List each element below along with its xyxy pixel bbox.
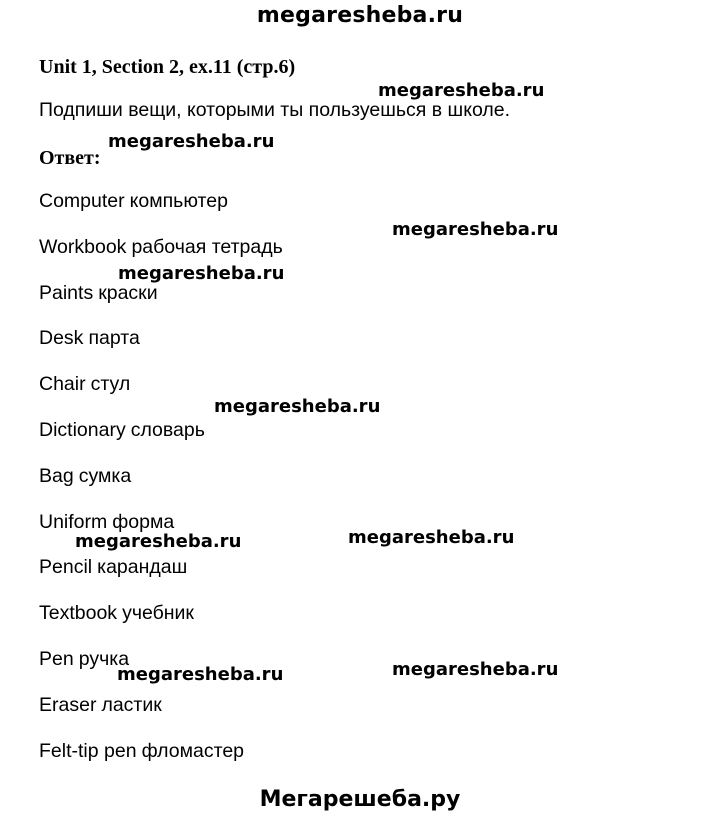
vocab-item-dictionary <box>39 417 283 463</box>
vocab-english: Dictionary <box>39 418 126 441</box>
vocab-item-desk <box>39 325 283 371</box>
vocab-item-paints <box>39 280 283 326</box>
vocab-english: Felt-tip pen <box>39 739 137 762</box>
watermark: megaresheba.ru <box>378 80 545 101</box>
vocab-russian: сумка <box>78 464 132 487</box>
vocab-item-eraser <box>39 692 283 738</box>
vocab-russian: ластик <box>101 693 162 716</box>
vocab-english: Textbook <box>39 602 118 625</box>
watermark: megaresheba.ru <box>108 131 275 152</box>
vocab-item-computer <box>39 188 283 234</box>
vocab-english: Uniform <box>39 510 108 533</box>
exercise-instruction: Подпиши вещи, которыми ты пользуешься в школе. <box>39 99 511 121</box>
watermark: megaresheba.ru <box>392 219 559 240</box>
watermark: megaresheba.ru <box>348 527 515 548</box>
vocab-english: Bag <box>39 464 74 487</box>
watermark: megaresheba.ru <box>75 531 242 552</box>
vocab-russian: стул <box>90 373 131 396</box>
vocab-russian: форма <box>112 510 175 533</box>
vocab-russian: рабочая тетрадь <box>131 235 283 258</box>
vocab-russian: ручка <box>78 647 130 670</box>
vocab-english: Pencil <box>39 556 93 579</box>
answer-label: Ответ: <box>39 147 101 169</box>
watermark: megaresheba.ru <box>117 664 284 685</box>
vocab-russian: словарь <box>130 418 205 441</box>
vocab-russian: карандаш <box>97 556 188 579</box>
vocab-english: Chair <box>39 373 86 396</box>
vocab-english: Computer <box>39 190 125 212</box>
vocab-english: Workbook <box>39 235 127 258</box>
vocab-english: Desk <box>39 327 84 350</box>
vocab-item-bag <box>39 463 283 509</box>
vocab-english: Paints <box>39 281 94 304</box>
watermark: megaresheba.ru <box>118 263 285 284</box>
site-footer[interactable]: Мегарешеба.ру <box>259 787 461 812</box>
vocab-item-felt-tip-pen <box>39 738 283 784</box>
vocab-russian: парта <box>88 327 140 350</box>
watermark: megaresheba.ru <box>392 659 559 680</box>
exercise-title: Unit 1, Section 2, ex.11 (стр.6) <box>39 56 296 78</box>
vocab-english: Pen <box>39 647 74 670</box>
vocab-item-textbook <box>39 600 283 646</box>
site-header[interactable]: megaresheba.ru <box>256 3 464 28</box>
vocab-russian: учебник <box>122 602 194 625</box>
vocab-russian: краски <box>98 281 158 304</box>
vocab-russian: фломастер <box>141 739 245 762</box>
watermark: megaresheba.ru <box>214 396 381 417</box>
vocab-english: Eraser <box>39 693 97 716</box>
vocab-russian: компьютер <box>129 190 228 212</box>
vocab-item-pencil <box>39 554 283 600</box>
